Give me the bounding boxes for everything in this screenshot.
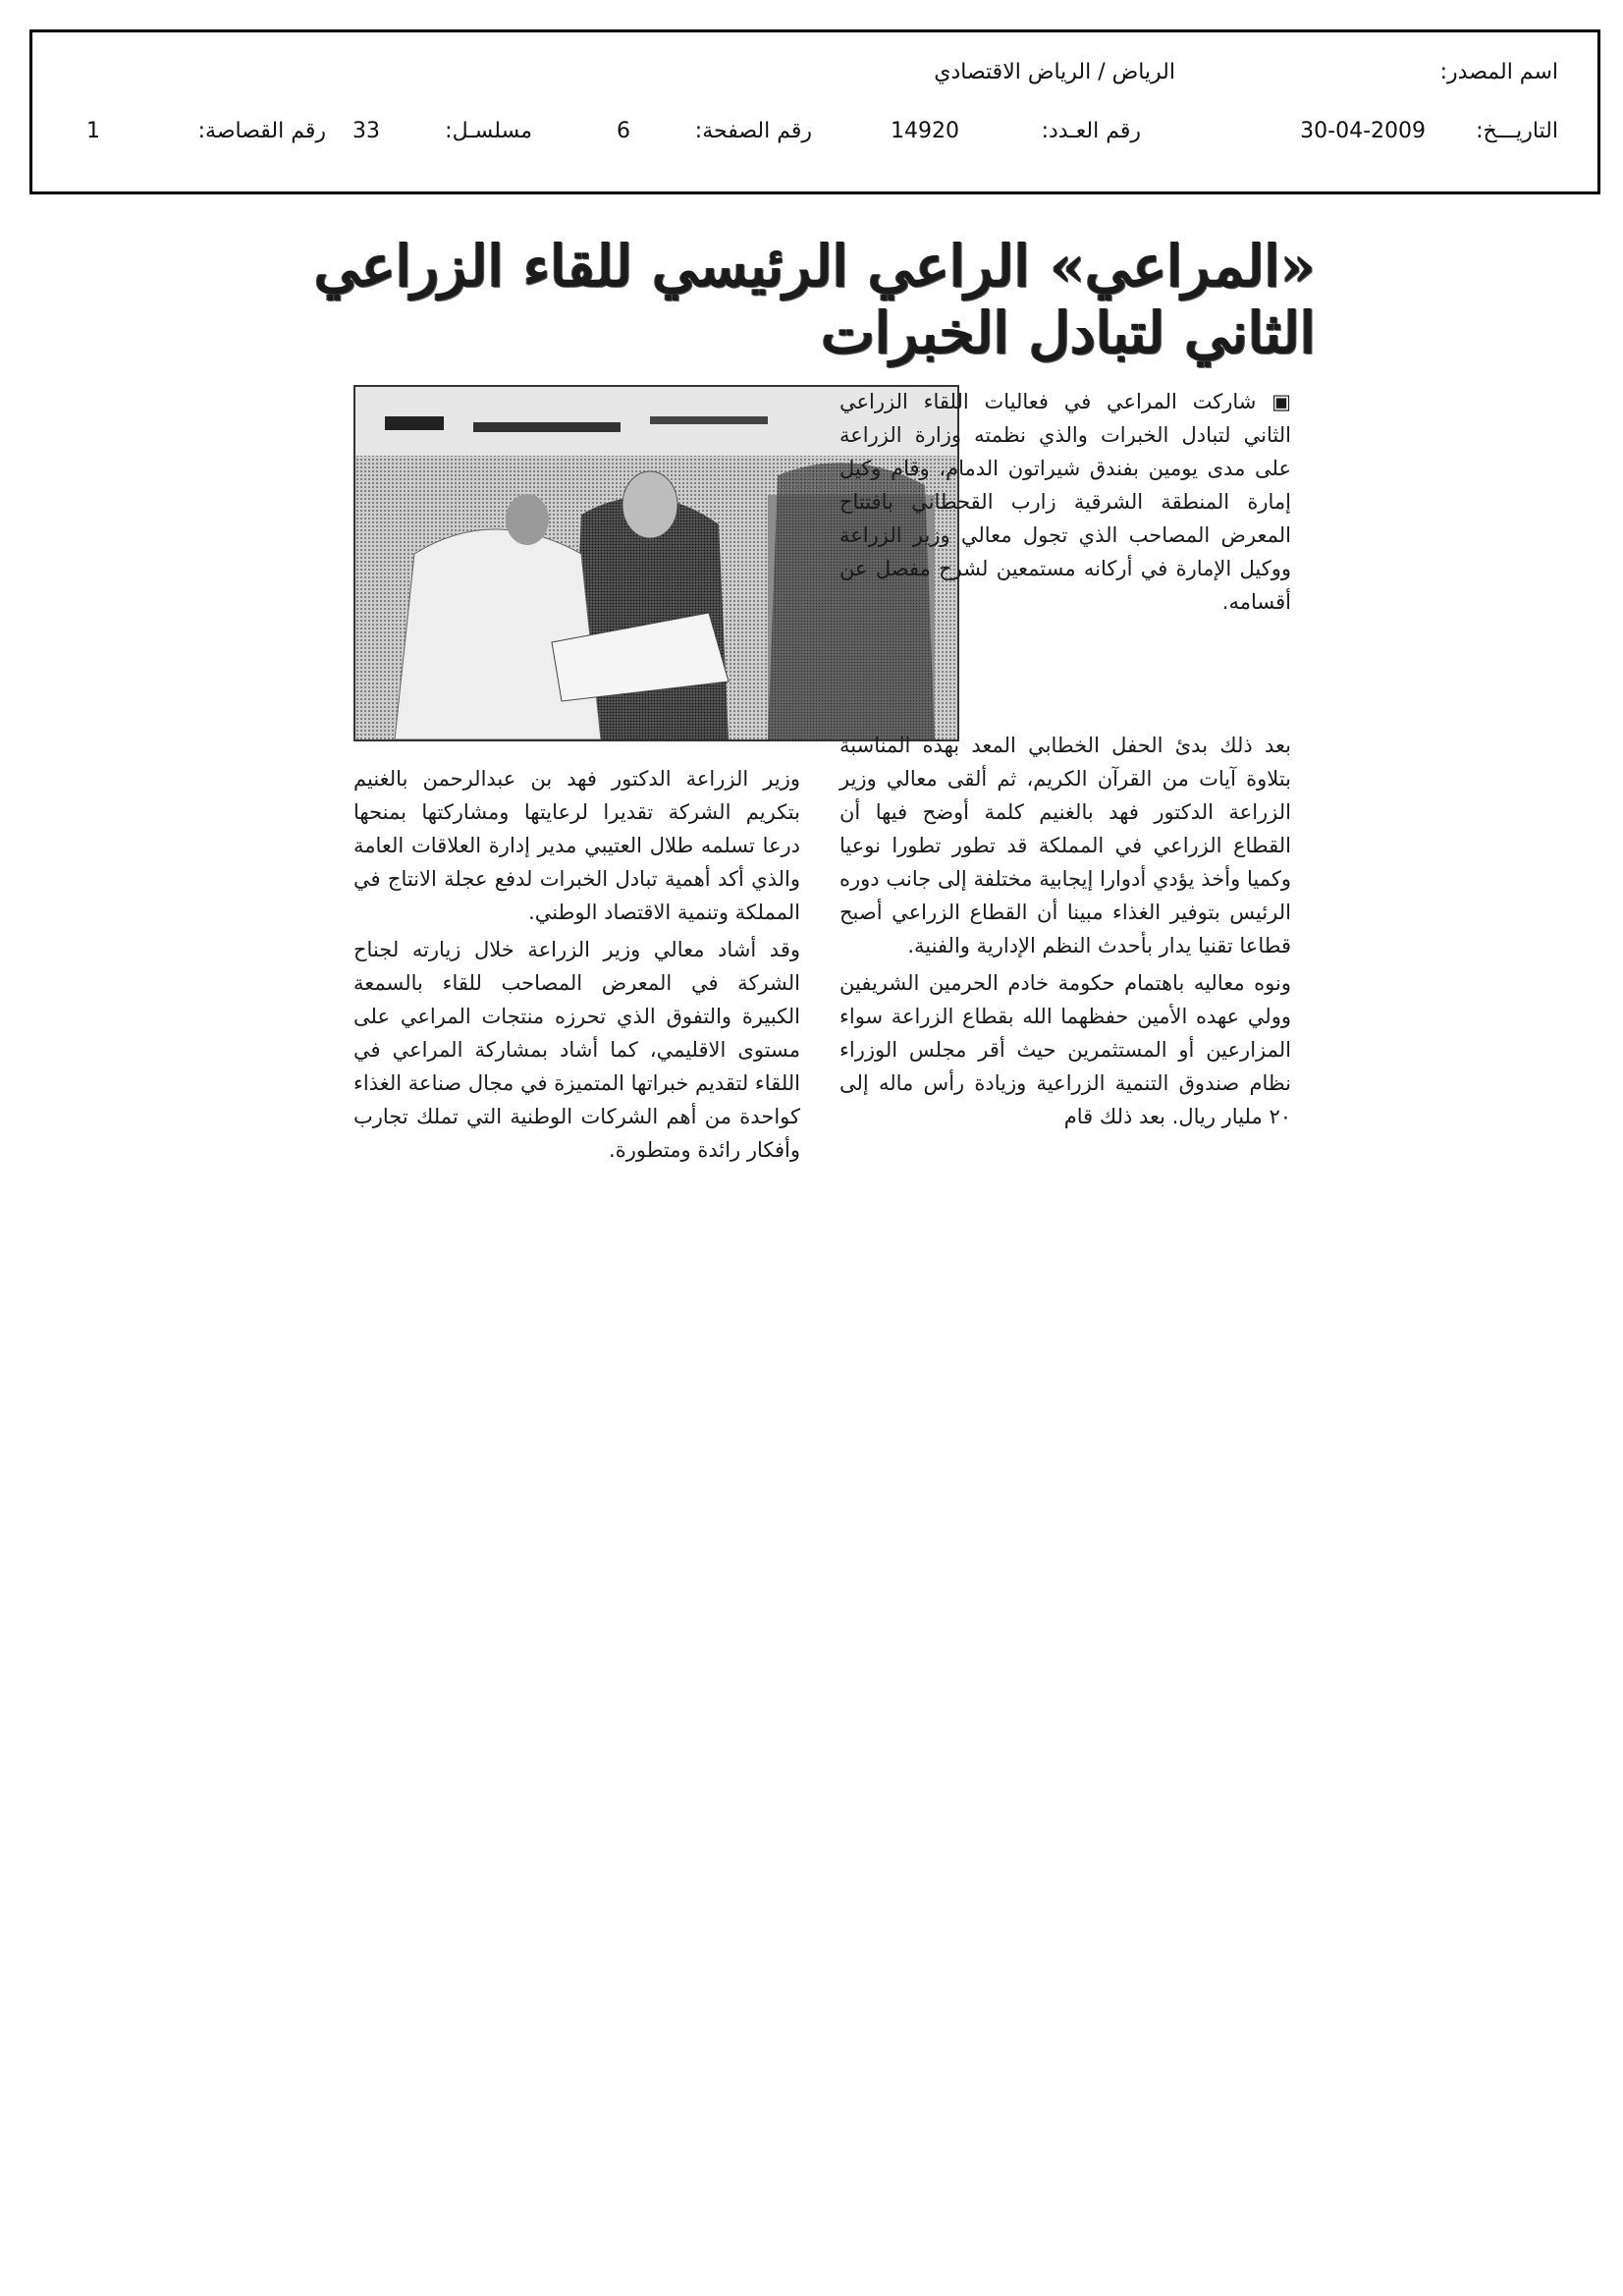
- page-value: 6: [617, 119, 630, 143]
- clipping-metadata-box: [29, 29, 1600, 194]
- clip-label: رقم القصاصة:: [197, 119, 326, 143]
- source-value: الرياض / الرياض الاقتصادي: [934, 60, 1175, 84]
- article-headline: [295, 233, 1316, 366]
- article-column-right: [839, 385, 1291, 619]
- right-col-para-1: ▣ شاركت المراعي في فعاليات اللقاء الزراعي الثاني لتبادل الخبرات والذي نظمته وزارة الزراعة على مدى يومين بفندق شيراتون الدمام، وقام وكيل إمارة المنطقة الشرقية زارب القحطاني بافتتاح المعرض المصاحب الذي تجول معالي وزير الزراعة ووكيل الإمارة في أركانه مستمعين لشرح مفصل عن أقسامه.: [839, 390, 1291, 614]
- right-col-para-2: بعد ذلك بدئ الحفل الخطابي المعد بهذه المناسبة بتلاوة آيات من القرآن الكريم، ثم ألقى معالي وزير الزراعة الدكتور فهد بالغنيم كلمة أوضح فيها أن القطاع الزراعي في المملكة قد تطور تطورا نوعيا وكميا وأخذ يؤدي أدوارا إيجابية مختلفة إلى جانب دوره الرئيس بتوفير الغذاء مبينا أن القطاع الزراعي أصبح قطاعا تقنيا يدار بأحدث النظم الإدارية والفنية.: [839, 734, 1291, 957]
- source-label: اسم المصدر:: [1439, 60, 1558, 84]
- page-label: رقم الصفحة:: [694, 119, 812, 143]
- left-col-para-2: وقد أشاد معالي وزير الزراعة خلال زيارته لجناح الشركة في المعرض المصاحب للقاء بالسمعة الكبيرة والتفوق الذي تحرزه منتجات المراعي على مستوى الاقليمي، كما أشاد بمشاركة المراعي في اللقاء لتقديم خبراتها المتميزة في مجال صناعة الغذاء كواحدة من أهم الشركات الوطنية التي تملك تجارب وأفكار رائدة ومتطورة.: [353, 938, 800, 1162]
- date-label: التاريـــخ:: [1476, 119, 1558, 143]
- issue-label: رقم العـدد:: [1041, 119, 1141, 143]
- left-col-para-1: وزير الزراعة الدكتور فهد بن عبدالرحمن بالغنيم بتكريم الشركة تقديرا لرعايتها ومشاركتها بمنحها درعا تسلمه طلال العتيبي مدير إدارة العلاقات العامة والذي أكد أهمية تبادل الخبرات لدفع عجلة الانتاج في المملكة وتنمية الاقتصاد الوطني.: [353, 767, 800, 924]
- article-column-right-lower: [839, 729, 1291, 1133]
- article-column-left: [353, 762, 800, 1167]
- serial-label: مسلسـل:: [445, 119, 532, 143]
- headline-text: «المراعي» الراعي الرئيسي للقاء الزراعي الثاني لتبادل الخبرات: [313, 233, 1316, 366]
- issue-value: 14920: [891, 119, 959, 143]
- clip-value: 1: [86, 119, 100, 143]
- serial-value: 33: [352, 119, 380, 143]
- right-col-para-3: ونوه معاليه باهتمام حكومة خادم الحرمين الشريفين وولي عهده الأمين حفظهما الله بقطاع الزراعة سواء المزارعين أو المستثمرين حيث أقر مجلس الوزراء نظام صندوق التنمية الزراعية وزيادة رأس ماله إلى ٢٠ مليار ريال. بعد ذلك قام: [839, 971, 1291, 1128]
- date-value: 30-04-2009: [1300, 119, 1426, 143]
